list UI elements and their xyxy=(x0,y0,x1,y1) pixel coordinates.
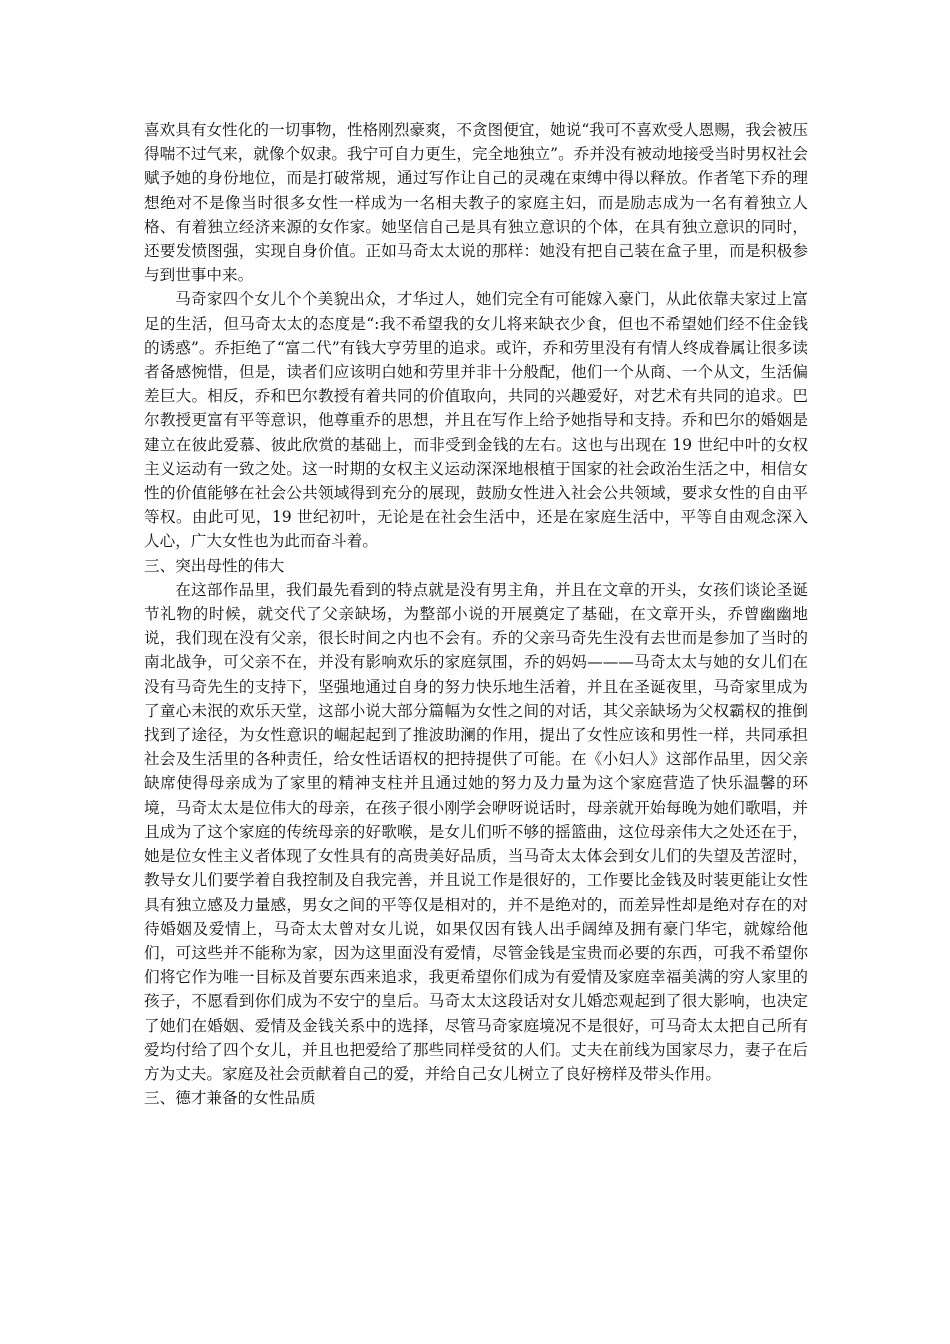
section-heading: 三、突出母性的伟大 xyxy=(144,556,285,575)
body-paragraph: 马奇家四个女儿个个美貌出众，才华过人，她们完全有可能嫁入豪门，从此依靠夫家过上富足的生活，但马奇太太的态度是“:我不希望我的女儿将来缺衣少食，但也不希望她们经不住金钱的诱惑”。乔拒绝了“富二代”有钱大亨劳里的追求。或许，乔和劳里没有有情人终成眷属让很多读者备感惋惜，但是，读者们应该明白她和劳里并非十分般配，他们一个从商、一个从文，生活偏差巨大。相反，乔和巴尔教授有着共同的价值取向，共同的兴趣爱好，对艺术有共同的追求。巴尔教授更富有平等意识，他尊重乔的思想，并且在写作上给予她指导和支持。乔和巴尔的婚姻是建立在彼此爱慕、彼此欣赏的基础上，而非受到金钱的左右。这也与出现在 19 世纪中叶的女权主义运动有一致之处。这一时期的女权主义运动深深地根植于国家的社会政治生活之中，相信女性的价值能够在社会公共领域得到充分的展现，鼓励女性进入社会公共领域，要求女性的自由平等权。由此可见，19 世纪初叶，无论是在社会生活中，还是在家庭生活中，平等自由观念深入人心，广大女性也为此而奋斗着。 xyxy=(144,290,808,551)
section-heading: 三、德才兼备的女性品质 xyxy=(144,1089,316,1108)
document-page xyxy=(144,118,808,1110)
body-paragraph: 喜欢具有女性化的一切事物，性格刚烈豪爽，不贪图便宜，她说“我可不喜欢受人恩赐，我会被压得喘不过气来，就像个奴隶。我宁可自力更生，完全地独立”。乔并没有被动地接受当时男权社会赋予她的身份地位，而是打破常规，通过写作让自己的灵魂在束缚中得以释放。作者笔下乔的理想绝对不是像当时很多女性一样成为一名相夫教子的家庭主妇，而是励志成为一名有着独立人格、有着独立经济来源的女作家。她坚信自己是具有独立意识的个体，在具有独立意识的同时，还要发愤图强，实现自身价值。正如马奇太太说的那样：她没有把自己装在盒子里，而是积极参与到世事中来。 xyxy=(144,121,808,285)
body-paragraph: 在这部作品里，我们最先看到的特点就是没有男主角，并且在文章的开头，女孩们谈论圣诞节礼物的时候，就交代了父亲缺场，为整部小说的开展奠定了基础，在文章开头，乔曾幽幽地说，我们现在没有父亲，很长时间之内也不会有。乔的父亲马奇先生没有去世而是参加了当时的南北战争，可父亲不在，并没有影响欢乐的家庭氛围，乔的妈妈———马奇太太与她的女儿们在没有马奇先生的支持下，坚强地通过自身的努力快乐地生活着，并且在圣诞夜里，马奇家里成为了童心未泯的欢乐天堂，这部小说大部分篇幅为女性之间的对话，其父亲缺场为父权霸权的推倒找到了途径，为女性意识的崛起起到了推波助澜的作用，提出了女性应该和男性一样，共同承担社会及生活里的各种责任，给女性话语权的把持提供了可能。在《小妇人》这部作品里，因父亲缺席使得母亲成为了家里的精神支柱并且通过她的努力及力量为这个家庭营造了快乐温馨的环境，马奇太太是位伟大的母亲，在孩子很小刚学会咿呀说话时，母亲就开始每晚为她们歌唱，并且成为了这个家庭的传统母亲的好歌喉，是女儿们听不够的摇篮曲，这位母亲伟大之处还在于，她是位女性主义者体现了女性具有的高贵美好品质，当马奇太太体会到女儿们的失望及苦涩时，教导女儿们要学着自我控制及自我完善，并且说工作是很好的，工作要比金钱及时装更能让女性具有独立感及力量感，男女之间的平等仅是相对的，并不是绝对的，而差异性却是绝对存在的对待婚姻及爱情上，马奇太太曾对女儿说，如果仅因有钱人出手阔绰及拥有豪门华宅，就嫁给他们，可这些并不能称为家，因为这里面没有爱情，尽管金钱是宝贵而必要的东西，可我不希望你们将它作为唯一目标及首要东西来追求，我更希望你们成为有爱情及家庭幸福美满的穷人家里的孩子，不愿看到你们成为不安宁的皇后。马奇太太这段话对女儿婚恋观起到了很大影响，也决定了她们在婚姻、爱情及金钱关系中的选择，尽管马奇家庭境况不是很好，可马奇太太把自己所有爱均付给了四个女儿，并且也把爱给了那些同样受贫的人们。丈夫在前线为国家尽力，妻子在后方为丈夫。家庭及社会贡献着自己的爱，并给自己女儿树立了良好榜样及带头作用。 xyxy=(144,580,808,1083)
